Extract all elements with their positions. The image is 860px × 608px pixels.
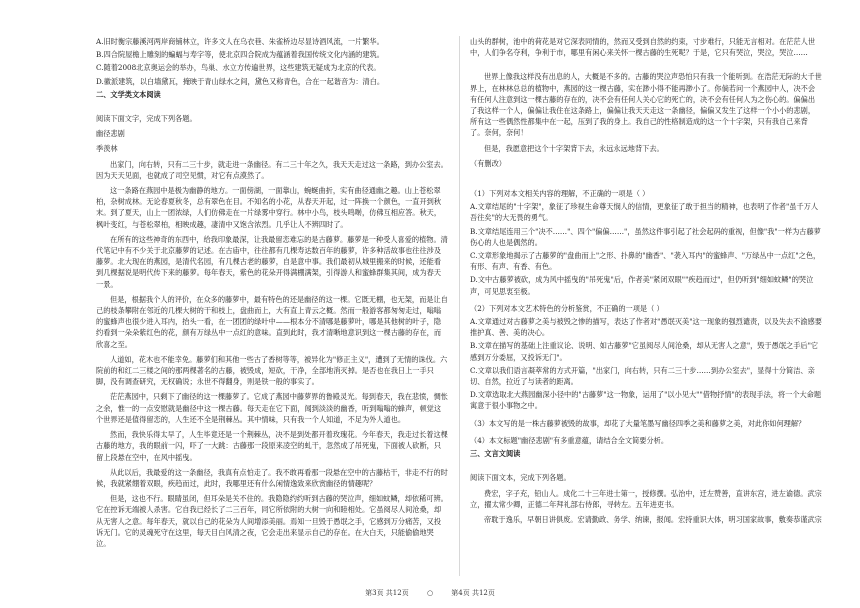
option-d: D.徽派建筑，以白墙黛瓦，掩映于青山绿水之间，黛色又称青色，合在一起谐音为：清白。 — [96, 76, 385, 86]
article-paragraph: 在所有的这些神奇的东西中，给我印象最深，让我最留恋难忘的是古藤萝。藤萝是一种受人喜爱的植物。清代笔记中有不少关于北京藤萝的记述。在古庙中，往往都有几棵寿达数百年的藤萝，许多种活故事也往往涉及藤萝。北大现在的燕园，是清代名园，有几棵古老的藤萝，自是意中事。我们最初从城里搬来的时候，还能看到几棵据说是明代传下来的藤萝。每年春天，紫色的花朵开得满棚满架，引得游人和蜜蜂群集其间，成为春天一景。 — [96, 234, 448, 289]
article-paragraph: 山头的群树，池中的荷花是对它深表同情的，然而又受到自然的约束，寸步难行，只能无言相对。在茫茫人世中，人们争名夺利，争利于市，哪里有闲心来关怀一棵古藤的生死呢？于是，它只有哭泣，哭泣，哭泣…… — [470, 37, 816, 58]
column-divider — [459, 36, 460, 576]
article-paragraph: 人道如，花木也不能幸免。藤萝们和其他一些古了香树等等，被异化为"修正主义"，遭到了无情的诛伐。六院前的和红二三楼之间的那两棵著名的古藤，被毁成，短砍，干净，全部地消灭掉。是否也在我日上一手只脚，没有调查研究，无权确说；永世不得翻身，则是铁一般的事实了。 — [96, 354, 448, 387]
q2-option-d: D.文章选取北大燕园幽深小径中的"古藤萝"这一物象，运用了"以小见大""借物抒情"的表现手法，将一个大命题寓意于很小事物之中。 — [470, 390, 822, 411]
article-title: 幽径悲剧 — [96, 129, 125, 139]
article-paragraph: 但是，根据我个人的评价，在众多的藤萝中，最有特色的还是幽径的这一棵。它既无棚，也无架，而是让自己的枝条攀附在邻近的几棵大树的干和枝上，盘曲而上，大有直上青云之概。然而一般游客都匆匆走过，嗡嗡的蜜蜂声也很少进入耳内，抬头一看，在一团团的绿叶中——根本分不清哪是藤萝叶，哪是其他树的叶子，隐约看到一朵朵紫红色的花，颜有万绿丛中一点红的意味。直到此时，我才清晰地意识到这一棵古藤的存在，而欣喜之至。 — [96, 294, 448, 349]
article-paragraph: 出家门，向右转，只有二三十步，就走进一条幽径。有二三十年之久，我天天走过这一条路，到办公室去。因为天天见面，也就成了司空见惯，对它有点漠然了。 — [96, 159, 448, 180]
option-c: C.随着2008北京奥运会的举办，鸟巢、水立方传遍世界，这些建筑无疑成为北京的代表。 — [96, 63, 381, 73]
q1-option-d: D.文中古藤萝被砍，成为风中摇曳的"吊死鬼"后，作者美"紧闭双眼""疾趋而过"，但仍听到"细如蚊鳞"的哭泣声，可见思衷至极。 — [470, 275, 814, 296]
right-column — [470, 36, 822, 529]
article-paragraph: 从此以后，我最爱的这一条幽径，我真有点怕走了。我不敢再看那一段悬在空中的古藤枯干，非走不行的时候，我就紧绷着双眼，疾趋而过，此时，我哪里还有什么闲情逸致来欣赏幽径的情趣呢？ — [96, 467, 448, 488]
classical-instruction: 阅读下面文本，完成下列各题。 — [470, 473, 571, 483]
right-page-number: 第4页 共12页 — [451, 589, 495, 597]
classical-text: 费宏，字子充，铅山人。 — [484, 488, 564, 498]
top-options — [96, 36, 448, 87]
section-heading-classical: 三、文言文阅读 — [470, 449, 521, 459]
classical-text: 成化二十三年进士第一，授修撰。弘治中，迁左赞善，直讲东宫，进左谕德。武宗立，擢太常少卿，正德二年拜礼部右侍郎，寻转左。五年进吏书。 — [470, 488, 822, 509]
q2-option-a: A.文章通过对古藤萝之美与被毁之惨的描写，表达了作者对"愚氓灭美"这一现象的强烈谴责，以及失去不渝感要推护真、善、美的决心。 — [470, 317, 822, 338]
q2-option-c: C.文章以我们语言凝萃常的方式开篇，"出家门，向右转，只有二三十步……到办公室去"，显得十分简洁、亲切、自然，拉近了与读者的距离。 — [470, 365, 815, 387]
page-separator-icon: ○ — [426, 589, 434, 597]
left-page-number: 第3页 共12页 — [365, 589, 409, 597]
q1-option-b: B.文章结尾连用三个"决不……"、四个"偏偏……"，虽然这件事引起了社会起码的重视，但像"我"一样为古藤萝伤心的人也是偶然的。 — [470, 226, 821, 247]
q1-option-a: A.文章结尾的"十字架"，象征了珍视生命尊天悯人的信情，更象征了敢于担当的精神，也表明了作者"虽千万人吾往矣"的大无畏的勇气。 — [470, 202, 819, 223]
article-paragraph: 世界上像我这样没有出息的人，大概是不多的。古藤的哭泣声恐怕只有我一个能听到。在浩茫无际的大千世界上，在林林总总的植物中，燕园的这一棵古藤，实在渺小得不能再渺小了。你倘若问一个燕园中人，决不会有任何人注意到这一棵古藤的存在的，决不会有任何人关心它的死亡的，决不会有任何人为之伤心的。偏偏出了我这样一个人，偏偏让我住在这条路上，偏偏让我天天走这一条幽径，偏偏又发生了这样一个小小的悲剧，所有这一些偶然性都集中在一起，压到了我的身上。我自己的性格制造成的这一个十字架，只有我自己来背了。奈何，奈何！ — [470, 72, 822, 138]
option-a: A.旧时衡宗藤溪河两岸商铺林立，许多文人在乌衣巷、朱雀桥边尽显诗酒风流，一片繁华。 — [96, 37, 384, 46]
q2-option-b: B.文章在描写的基础上注重议论、说明、如古藤萝"它虽阅尽人间沧桑，却从无害人之意"，毁于愚氓之手后"它感到万分委屈，又投诉无门"。 — [470, 341, 819, 362]
article-paragraph: 这一条路在燕园中是极为幽静的地方。一面傍湖，一面靠山，蜿蜒曲折，实有曲径通幽之趣。山上苍松翠柏，杂树成林。无论春夏秋冬，总有翠色在目。不知名的小花，从春天开起，过一阵换一个颜色，一直开到秋末。到了夏天，山上一团浓绿，人们仿佛走在一片绿雾中穿行。林中小鸟，枝头鸣啭，仿佛互相应答。秋天，枫叶变红，与苍松翠柏，相映成趣，凄清中又饱含浓烈。几乎让人不辨四时了。 — [96, 186, 442, 229]
article-paragraph: 但是，我愿意把这个十字架背下去，永远永远地背下去。 — [484, 143, 664, 153]
question-4: （4）本文标题"幽径悲剧"有多重意蕴，请结合全文简要分析。 — [470, 435, 669, 445]
classical-paragraph — [470, 488, 822, 510]
article-author: 季羡林 — [96, 144, 118, 154]
question-1: （1）下列对本文相关内容的理解，不正确的一项是（ ） — [470, 189, 650, 199]
question-3: （3）本文写的是一株古藤萝被毁的故事，却花了大量笔墨写幽径四季之美和藤萝之美，对此你如何理解？ — [470, 418, 806, 428]
option-b: B.四合院屋檐上雕刻的蝙蝠与寿字等，使北京四合院成为蕴涵着我国传统文化内涵的建筑。 — [96, 50, 384, 60]
page-footer — [0, 588, 860, 598]
q1-option-c: C.文章形象地揭示了古藤萝的"盘曲而上"之形、扑鼻的"幽香"、"袭入耳内"的蜜蜂声、"万绿丛中一点红"之色，有形、有声、有香、有色。 — [470, 251, 821, 272]
reading-instruction: 阅读下面文字，完成下列各题。 — [96, 114, 197, 124]
left-column — [96, 36, 448, 553]
classical-paragraph: 帝耽于逸乐，早朝日讲俱废。宏请勤政、务学、纳谏，报闻。宏持重识大体，明习国家故事，敷奏恭谨武宗 — [484, 514, 822, 524]
question-2: （2）下列对本文艺术特色的分析鉴赏，不正确的一项是（ ） — [470, 303, 664, 313]
article-source: （有删改） — [470, 158, 506, 168]
article-paragraph: 但是，这也不行。眼睛虽闭，但耳朵是关不住的。我隐隐约约听到古藤的哭泣声，细如蚊鳞，却依稀可辨。它在控诉无端被人杀害。它自我已经长了二三百年，同它所依附的大树一向和睦相处。它虽阅尽人间沧桑，却从无害人之意。每年春天，就以自己的花朵为人间增添美丽。焉知一旦毁于愚氓之手，它感到万分痛苦，又投诉无门。它的灵魂死守在这里，每天目白风清之夜，它会走出来显示自己的存在。在大白天，只能偷偷地哭泣。 — [96, 494, 448, 548]
section-heading-literature: 二、文学类文本阅读 — [96, 89, 161, 99]
article-paragraph: 然而，我快乐得太早了，人生毕竟还是一个荆棘丛，决不是到处都开着玫瑰花。今年春天，我走过长着这棵古藤的地方，我的眼前一闪，吓了一大跳：古藤那一段原来凌空的虬干，忽然成了吊死鬼，下面被人砍断，只留上段悬在空中，在风中摇曳。 — [96, 430, 448, 462]
article-paragraph: 茫茫燕园中，只剩下了幽径的这一棵藤萝了。它成了燕园中藤萝界的鲁殿灵光。每到春天，我在悲愤，惆怅之余，惟一的一点安慰就是幽径中这一棵古藤。每天走在它下面，闻到淡淡的幽香，听到嗡嗡的蜂声，顿觉这个世界还是值得留恋的，人生还不全是荆棘丛。其中情味，只有我一个人知道，不足为外人道也。 — [96, 392, 448, 424]
